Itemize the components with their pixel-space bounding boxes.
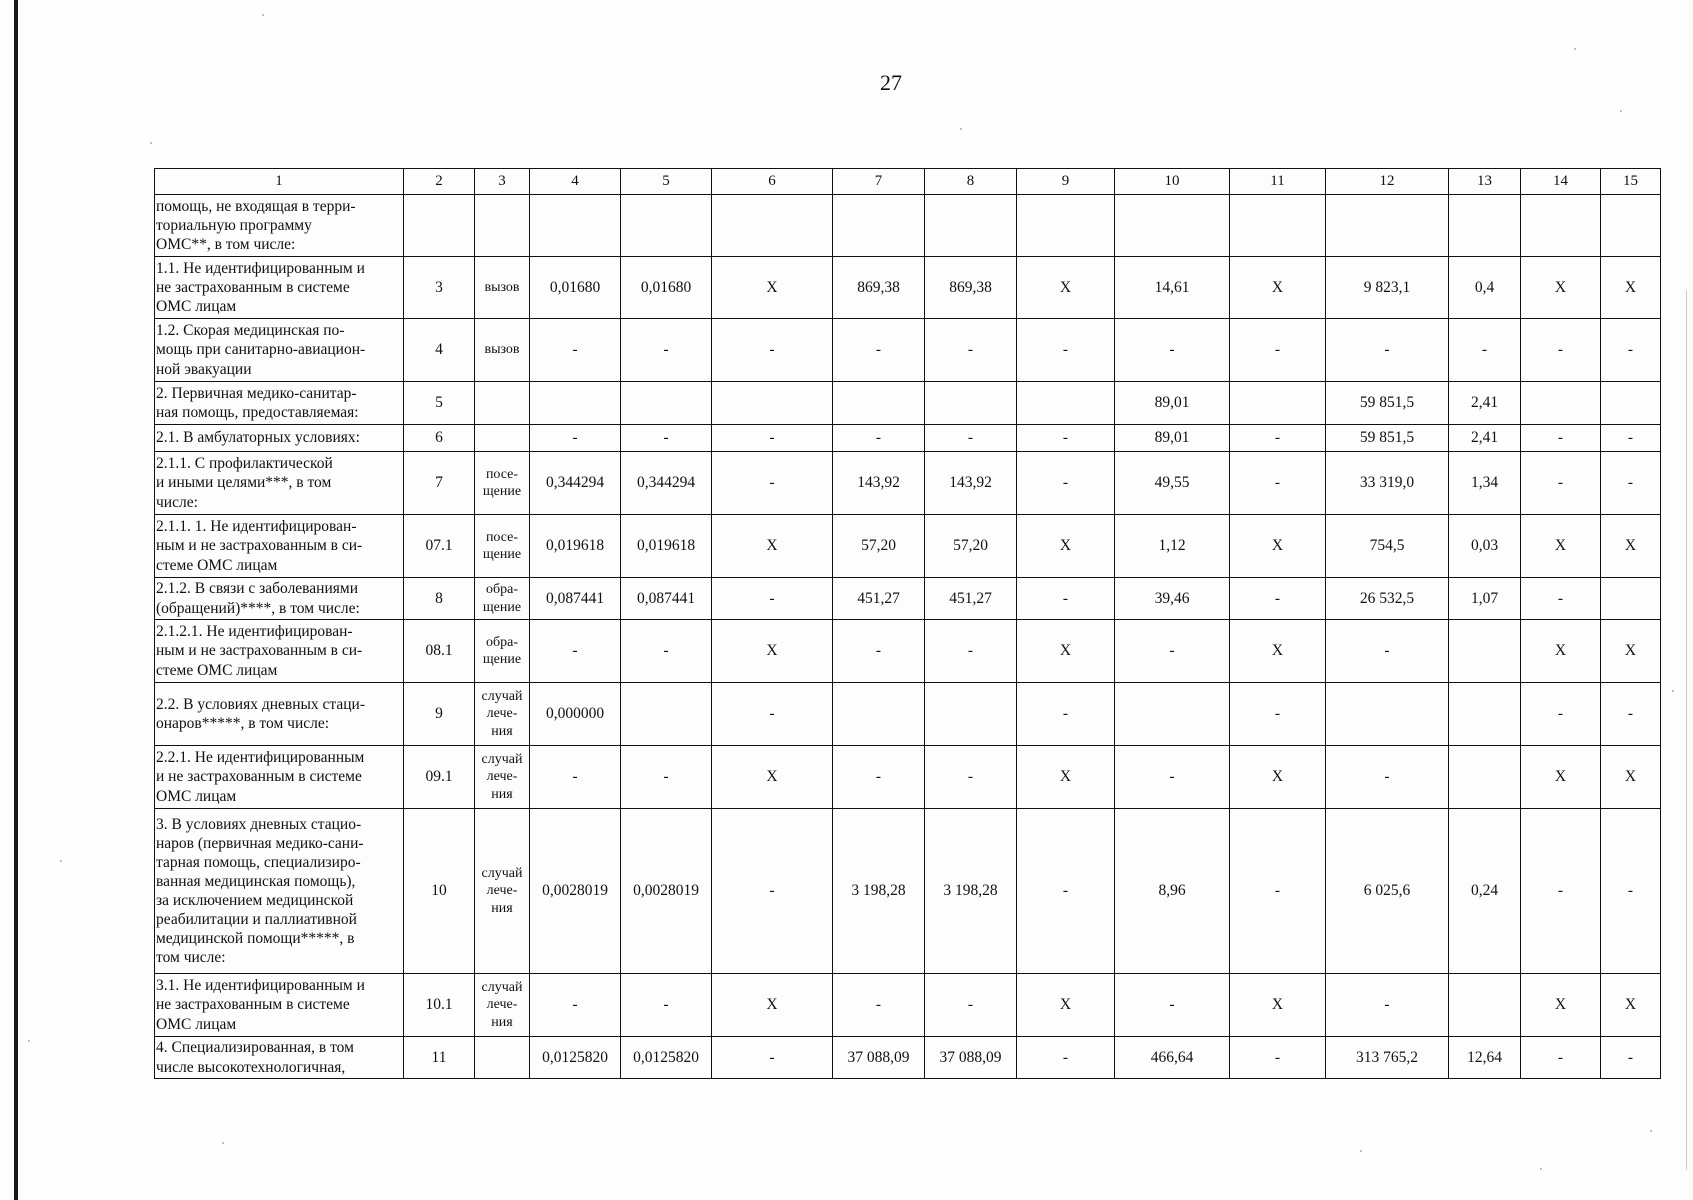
table-row [155,974,1661,1037]
value-cell: 0,344294 [621,452,712,515]
value-cell: 0,03 [1449,515,1521,578]
row-label: 2.1. В амбулаторных условиях: [155,425,404,452]
header-row [155,169,1661,195]
column-header: 11 [1230,169,1326,195]
value-cell [925,195,1017,257]
value-cell [621,683,712,746]
value-cell: 143,92 [925,452,1017,515]
value-cell: X [1230,746,1326,809]
value-cell: - [1017,683,1115,746]
value-cell [1115,195,1230,257]
value-cell [1521,382,1601,425]
scan-speck [1360,1150,1362,1152]
unit-cell [475,382,530,425]
value-cell: 14,61 [1115,257,1230,319]
row-number: 10 [404,809,475,974]
row-number: 7 [404,452,475,515]
value-cell: - [621,974,712,1037]
column-header: 1 [155,169,404,195]
value-cell: - [833,746,925,809]
value-cell: - [1115,620,1230,683]
value-cell: - [1326,620,1449,683]
value-cell: 451,27 [925,578,1017,620]
value-cell: 33 319,0 [1326,452,1449,515]
value-cell: X [1521,257,1601,319]
value-cell: 49,55 [1115,452,1230,515]
scan-speck [1574,48,1576,50]
value-cell: 0,24 [1449,809,1521,974]
value-cell: 143,92 [833,452,925,515]
value-cell: - [1326,746,1449,809]
value-cell: 3 198,28 [833,809,925,974]
value-cell [1449,683,1521,746]
value-cell: - [833,620,925,683]
value-cell: 0,019618 [621,515,712,578]
row-number: 11 [404,1037,475,1079]
value-cell: 0,0125820 [530,1037,621,1079]
value-cell: - [1521,809,1601,974]
value-cell: 0,01680 [621,257,712,319]
value-cell: - [712,425,833,452]
value-cell: 1,07 [1449,578,1521,620]
row-label: 2. Первичная медико-санитар- ная помощь, предоставляемая: [155,382,404,425]
scan-speck [1540,1168,1542,1170]
scan-speck [150,142,152,144]
value-cell: 57,20 [925,515,1017,578]
value-cell: - [1521,319,1601,382]
value-cell: X [1017,257,1115,319]
value-cell [833,382,925,425]
value-cell [530,195,621,257]
value-cell [1601,578,1661,620]
value-cell: - [1230,452,1326,515]
column-header: 15 [1601,169,1661,195]
column-header: 9 [1017,169,1115,195]
value-cell [1449,195,1521,257]
row-number: 8 [404,578,475,620]
unit-cell: случай лече- ния [475,683,530,746]
value-cell: X [1230,974,1326,1037]
table-row [155,620,1661,683]
value-cell: X [712,257,833,319]
value-cell: 8,96 [1115,809,1230,974]
value-cell: - [1521,1037,1601,1079]
value-cell: - [621,620,712,683]
row-label: 1.2. Скорая медицинская по- мощь при санитарно-авиацион- ной эвакуации [155,319,404,382]
column-header: 8 [925,169,1017,195]
value-cell: - [833,319,925,382]
value-cell: - [712,578,833,620]
value-cell [1449,746,1521,809]
value-cell: X [712,515,833,578]
table-row [155,382,1661,425]
value-cell: 26 532,5 [1326,578,1449,620]
value-cell: X [1230,257,1326,319]
value-cell: X [1017,974,1115,1037]
column-header: 12 [1326,169,1449,195]
value-cell: - [1230,425,1326,452]
column-header: 3 [475,169,530,195]
unit-cell: случай лече- ния [475,809,530,974]
value-cell: X [1601,515,1661,578]
value-cell: 0,01680 [530,257,621,319]
value-cell: - [1115,319,1230,382]
value-cell: - [925,319,1017,382]
unit-cell [475,1037,530,1079]
value-cell: - [1017,425,1115,452]
table-row [155,257,1661,319]
row-number: 9 [404,683,475,746]
row-label: 2.2. В условиях дневных стаци- онаров*****, в том числе: [155,683,404,746]
page-number: 27 [880,70,902,95]
value-cell: - [1601,1037,1661,1079]
table-row [155,746,1661,809]
value-cell: 1,12 [1115,515,1230,578]
unit-cell: посе- щение [475,452,530,515]
value-cell: 59 851,5 [1326,382,1449,425]
unit-cell: случай лече- ния [475,746,530,809]
value-cell: 57,20 [833,515,925,578]
value-cell: - [1017,809,1115,974]
scan-speck [222,1142,224,1144]
value-cell [833,195,925,257]
row-number: 10.1 [404,974,475,1037]
row-label: помощь, не входящая в терри- ториальную программу ОМС**, в том числе: [155,195,404,257]
value-cell: 2,41 [1449,425,1521,452]
value-cell: X [1521,515,1601,578]
value-cell [530,382,621,425]
value-cell: X [1601,974,1661,1037]
value-cell: 89,01 [1115,382,1230,425]
value-cell: - [1601,809,1661,974]
value-cell: 0,087441 [621,578,712,620]
table-row [155,809,1661,974]
row-number: 4 [404,319,475,382]
row-number: 07.1 [404,515,475,578]
value-cell [1230,195,1326,257]
scan-speck [960,128,962,130]
unit-cell [475,425,530,452]
scan-speck [1650,1130,1652,1132]
value-cell: 59 851,5 [1326,425,1449,452]
value-cell: - [833,425,925,452]
scan-speck [28,1040,30,1042]
value-cell: 37 088,09 [833,1037,925,1079]
value-cell: X [1521,746,1601,809]
value-cell: - [530,746,621,809]
value-cell: - [1521,452,1601,515]
value-cell: - [1601,425,1661,452]
value-cell: 0,4 [1449,257,1521,319]
value-cell: - [621,425,712,452]
row-label: 2.1.2.1. Не идентифицирован- ным и не застрахованным в си- стеме ОМС лицам [155,620,404,683]
value-cell: - [1230,319,1326,382]
scan-speck [1620,110,1622,112]
table-body [155,169,1661,1079]
value-cell: X [1230,515,1326,578]
value-cell: 0,019618 [530,515,621,578]
value-cell [1449,620,1521,683]
value-cell: - [712,683,833,746]
value-cell: - [621,319,712,382]
unit-cell: вызов [475,257,530,319]
row-number: 09.1 [404,746,475,809]
value-cell: 3 198,28 [925,809,1017,974]
row-label: 3. В условиях дневных стацио- наров (первичная медико-сани- тарная помощь, специализиро- ванная медицинская помощь), за исключением медицинской реабилитации и паллиативной медицинской помощи*****, в том числе: [155,809,404,974]
unit-cell: случай лече- ния [475,974,530,1037]
value-cell: - [1601,683,1661,746]
value-cell: 0,0028019 [530,809,621,974]
value-cell [621,382,712,425]
value-cell: - [530,974,621,1037]
value-cell: 0,344294 [530,452,621,515]
value-cell: 451,27 [833,578,925,620]
table-row [155,683,1661,746]
value-cell: 466,64 [1115,1037,1230,1079]
scan-edge-line [1686,290,1687,1170]
value-cell [925,382,1017,425]
value-cell: 0,087441 [530,578,621,620]
row-number: 5 [404,382,475,425]
value-cell: 1,34 [1449,452,1521,515]
column-header: 4 [530,169,621,195]
value-cell: X [712,974,833,1037]
value-cell: X [1601,620,1661,683]
value-cell: 313 765,2 [1326,1037,1449,1079]
value-cell: - [1115,746,1230,809]
value-cell: - [1230,683,1326,746]
value-cell: - [1017,1037,1115,1079]
value-cell: X [1521,620,1601,683]
value-cell: - [925,974,1017,1037]
unit-cell: обра- щение [475,620,530,683]
column-header: 6 [712,169,833,195]
value-cell: - [621,746,712,809]
value-cell: 6 025,6 [1326,809,1449,974]
value-cell: X [712,620,833,683]
value-cell: 0,0125820 [621,1037,712,1079]
value-cell [1017,195,1115,257]
value-cell: 12,64 [1449,1037,1521,1079]
value-cell: - [1326,974,1449,1037]
value-cell: 0,0028019 [621,809,712,974]
unit-cell: вызов [475,319,530,382]
value-cell: 754,5 [1326,515,1449,578]
column-header: 7 [833,169,925,195]
value-cell [1017,382,1115,425]
value-cell: - [712,452,833,515]
value-cell: - [925,425,1017,452]
value-cell [1601,195,1661,257]
row-label: 2.1.1. 1. Не идентифицирован- ным и не застрахованным в си- стеме ОМС лицам [155,515,404,578]
scan-speck [60,860,62,862]
row-label: 2.1.1. С профилактической и иными целями***, в том числе: [155,452,404,515]
value-cell: - [1017,452,1115,515]
value-cell: 0,000000 [530,683,621,746]
value-cell: X [1017,515,1115,578]
value-cell [621,195,712,257]
value-cell: - [833,974,925,1037]
value-cell: - [712,319,833,382]
value-cell: X [1521,974,1601,1037]
page-edge-shadow [14,0,18,1200]
value-cell: - [1521,683,1601,746]
scan-speck [262,14,264,16]
table-row [155,578,1661,620]
row-number: 08.1 [404,620,475,683]
column-header: 13 [1449,169,1521,195]
value-cell: - [1449,319,1521,382]
column-header: 5 [621,169,712,195]
row-label: 2.1.2. В связи с заболеваниями (обращений)****, в том числе: [155,578,404,620]
value-cell: - [530,319,621,382]
value-cell: 869,38 [925,257,1017,319]
value-cell [712,195,833,257]
value-cell: X [712,746,833,809]
value-cell: X [1230,620,1326,683]
table-row [155,1037,1661,1079]
value-cell [712,382,833,425]
value-cell: - [925,746,1017,809]
value-cell: - [1326,319,1449,382]
value-cell [1326,195,1449,257]
value-cell: 869,38 [833,257,925,319]
row-label: 4. Специализированная, в том числе высокотехнологичная, [155,1037,404,1079]
column-header: 10 [1115,169,1230,195]
value-cell: - [1230,1037,1326,1079]
row-number: 3 [404,257,475,319]
value-cell: 39,46 [1115,578,1230,620]
scan-speck [1672,690,1674,692]
unit-cell [475,195,530,257]
value-cell [1521,195,1601,257]
value-cell: - [925,620,1017,683]
value-cell: - [712,809,833,974]
table-row [155,452,1661,515]
value-cell: 9 823,1 [1326,257,1449,319]
value-cell: - [1521,425,1601,452]
value-cell: 2,41 [1449,382,1521,425]
value-cell: X [1017,620,1115,683]
table-row [155,195,1661,257]
value-cell [1115,683,1230,746]
column-header: 14 [1521,169,1601,195]
value-cell [1601,382,1661,425]
value-cell: - [1601,319,1661,382]
value-cell: - [1115,974,1230,1037]
value-cell: - [1521,578,1601,620]
tariff-table [154,168,1661,1079]
value-cell: X [1601,746,1661,809]
value-cell: - [1230,809,1326,974]
value-cell: 37 088,09 [925,1037,1017,1079]
value-cell: - [1017,578,1115,620]
value-cell [833,683,925,746]
value-cell: - [530,425,621,452]
value-cell: - [530,620,621,683]
unit-cell: обра- щение [475,578,530,620]
table-row [155,319,1661,382]
column-header: 2 [404,169,475,195]
value-cell: - [1230,578,1326,620]
table-row [155,515,1661,578]
value-cell: X [1601,257,1661,319]
unit-cell: посе- щение [475,515,530,578]
row-label: 3.1. Не идентифицированным и не застрахованным в системе ОМС лицам [155,974,404,1037]
value-cell: - [712,1037,833,1079]
value-cell: X [1017,746,1115,809]
table-row [155,425,1661,452]
value-cell [1326,683,1449,746]
value-cell [925,683,1017,746]
row-number: 6 [404,425,475,452]
value-cell: - [1601,452,1661,515]
value-cell [1230,382,1326,425]
row-number [404,195,475,257]
row-label: 2.2.1. Не идентифицированным и не застрахованным в системе ОМС лицам [155,746,404,809]
value-cell [1449,974,1521,1037]
value-cell: 89,01 [1115,425,1230,452]
row-label: 1.1. Не идентифицированным и не застрахованным в системе ОМС лицам [155,257,404,319]
value-cell: - [1017,319,1115,382]
